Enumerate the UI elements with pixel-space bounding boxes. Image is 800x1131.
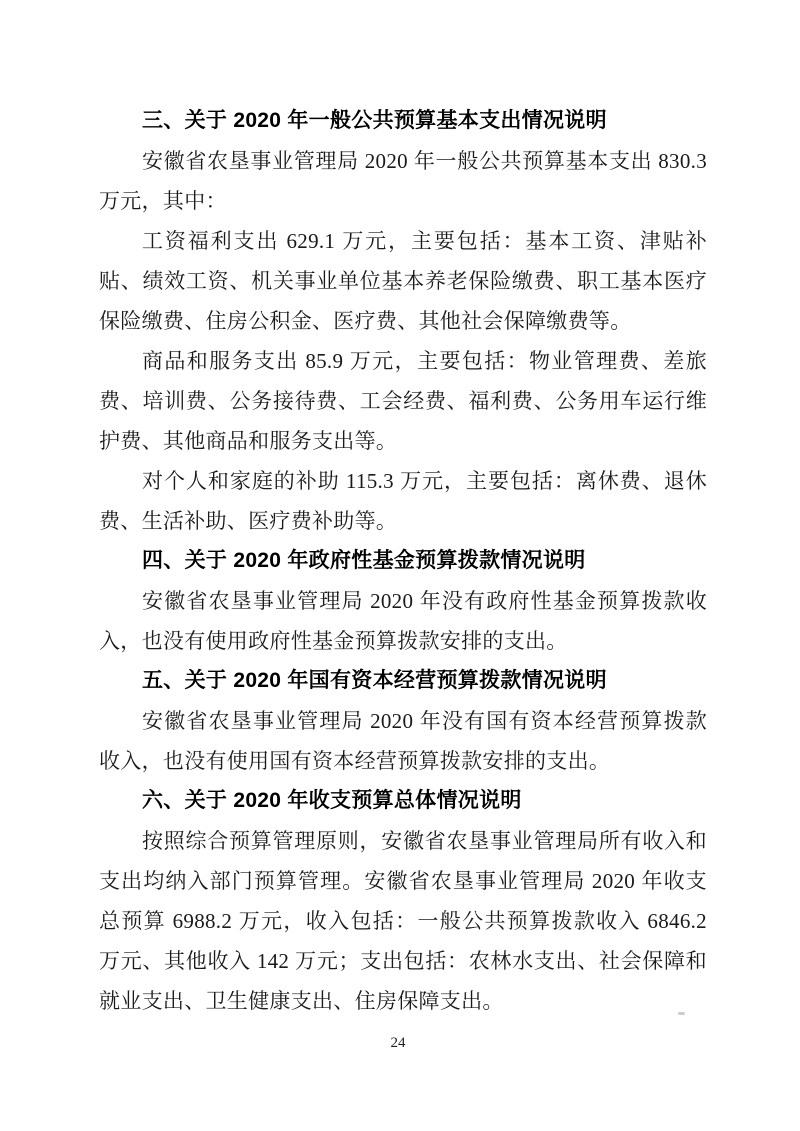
paragraph: 按照综合预算管理原则，安徽省农垦事业管理局所有收入和支出均纳入部门预算管理。安徽省农垦事业管理局 2020 年收支总预算 6988.2 万元，收入包括：一般公共预算拨款收入 6846.2 万元、其他收入 142 万元；支出包括：农林水支出、社会保障和就业支出、卫生健康支出、住房保障支出。 bbox=[99, 829, 707, 1013]
paragraph: 工资福利支出 629.1 万元，主要包括：基本工资、津贴补贴、绩效工资、机关事业单位基本养老保险缴费、职工基本医疗保险缴费、住房公积金、医疗费、其他社会保障缴费等。 bbox=[99, 229, 707, 333]
section-heading: 六、关于 2020 年收支预算总体情况说明 bbox=[142, 789, 522, 812]
paragraph: 安徽省农垦事业管理局 2020 年没有政府性基金预算拨款收入，也没有使用政府性基金预算拨款安排的支出。 bbox=[99, 589, 707, 653]
document-body bbox=[99, 101, 707, 1021]
paragraph: 商品和服务支出 85.9 万元，主要包括：物业管理费、差旅费、培训费、公务接待费、工会经费、福利费、公务用车运行维护费、其他商品和服务支出等。 bbox=[99, 349, 707, 453]
section-heading: 三、关于 2020 年一般公共预算基本支出情况说明 bbox=[142, 109, 607, 132]
section-heading: 四、关于 2020 年政府性基金预算拨款情况说明 bbox=[142, 549, 586, 572]
paragraph: 安徽省农垦事业管理局 2020 年一般公共预算基本支出 830.3 万元，其中： bbox=[99, 149, 707, 213]
scan-artifact bbox=[678, 1012, 685, 1015]
page-number: 24 bbox=[390, 1035, 406, 1051]
paragraph: 安徽省农垦事业管理局 2020 年没有国有资本经营预算拨款收入，也没有使用国有资本经营预算拨款安排的支出。 bbox=[99, 709, 707, 773]
section-heading: 五、关于 2020 年国有资本经营预算拨款情况说明 bbox=[142, 669, 607, 692]
paragraph: 对个人和家庭的补助 115.3 万元，主要包括：离休费、退休费、生活补助、医疗费补助等。 bbox=[99, 469, 707, 533]
